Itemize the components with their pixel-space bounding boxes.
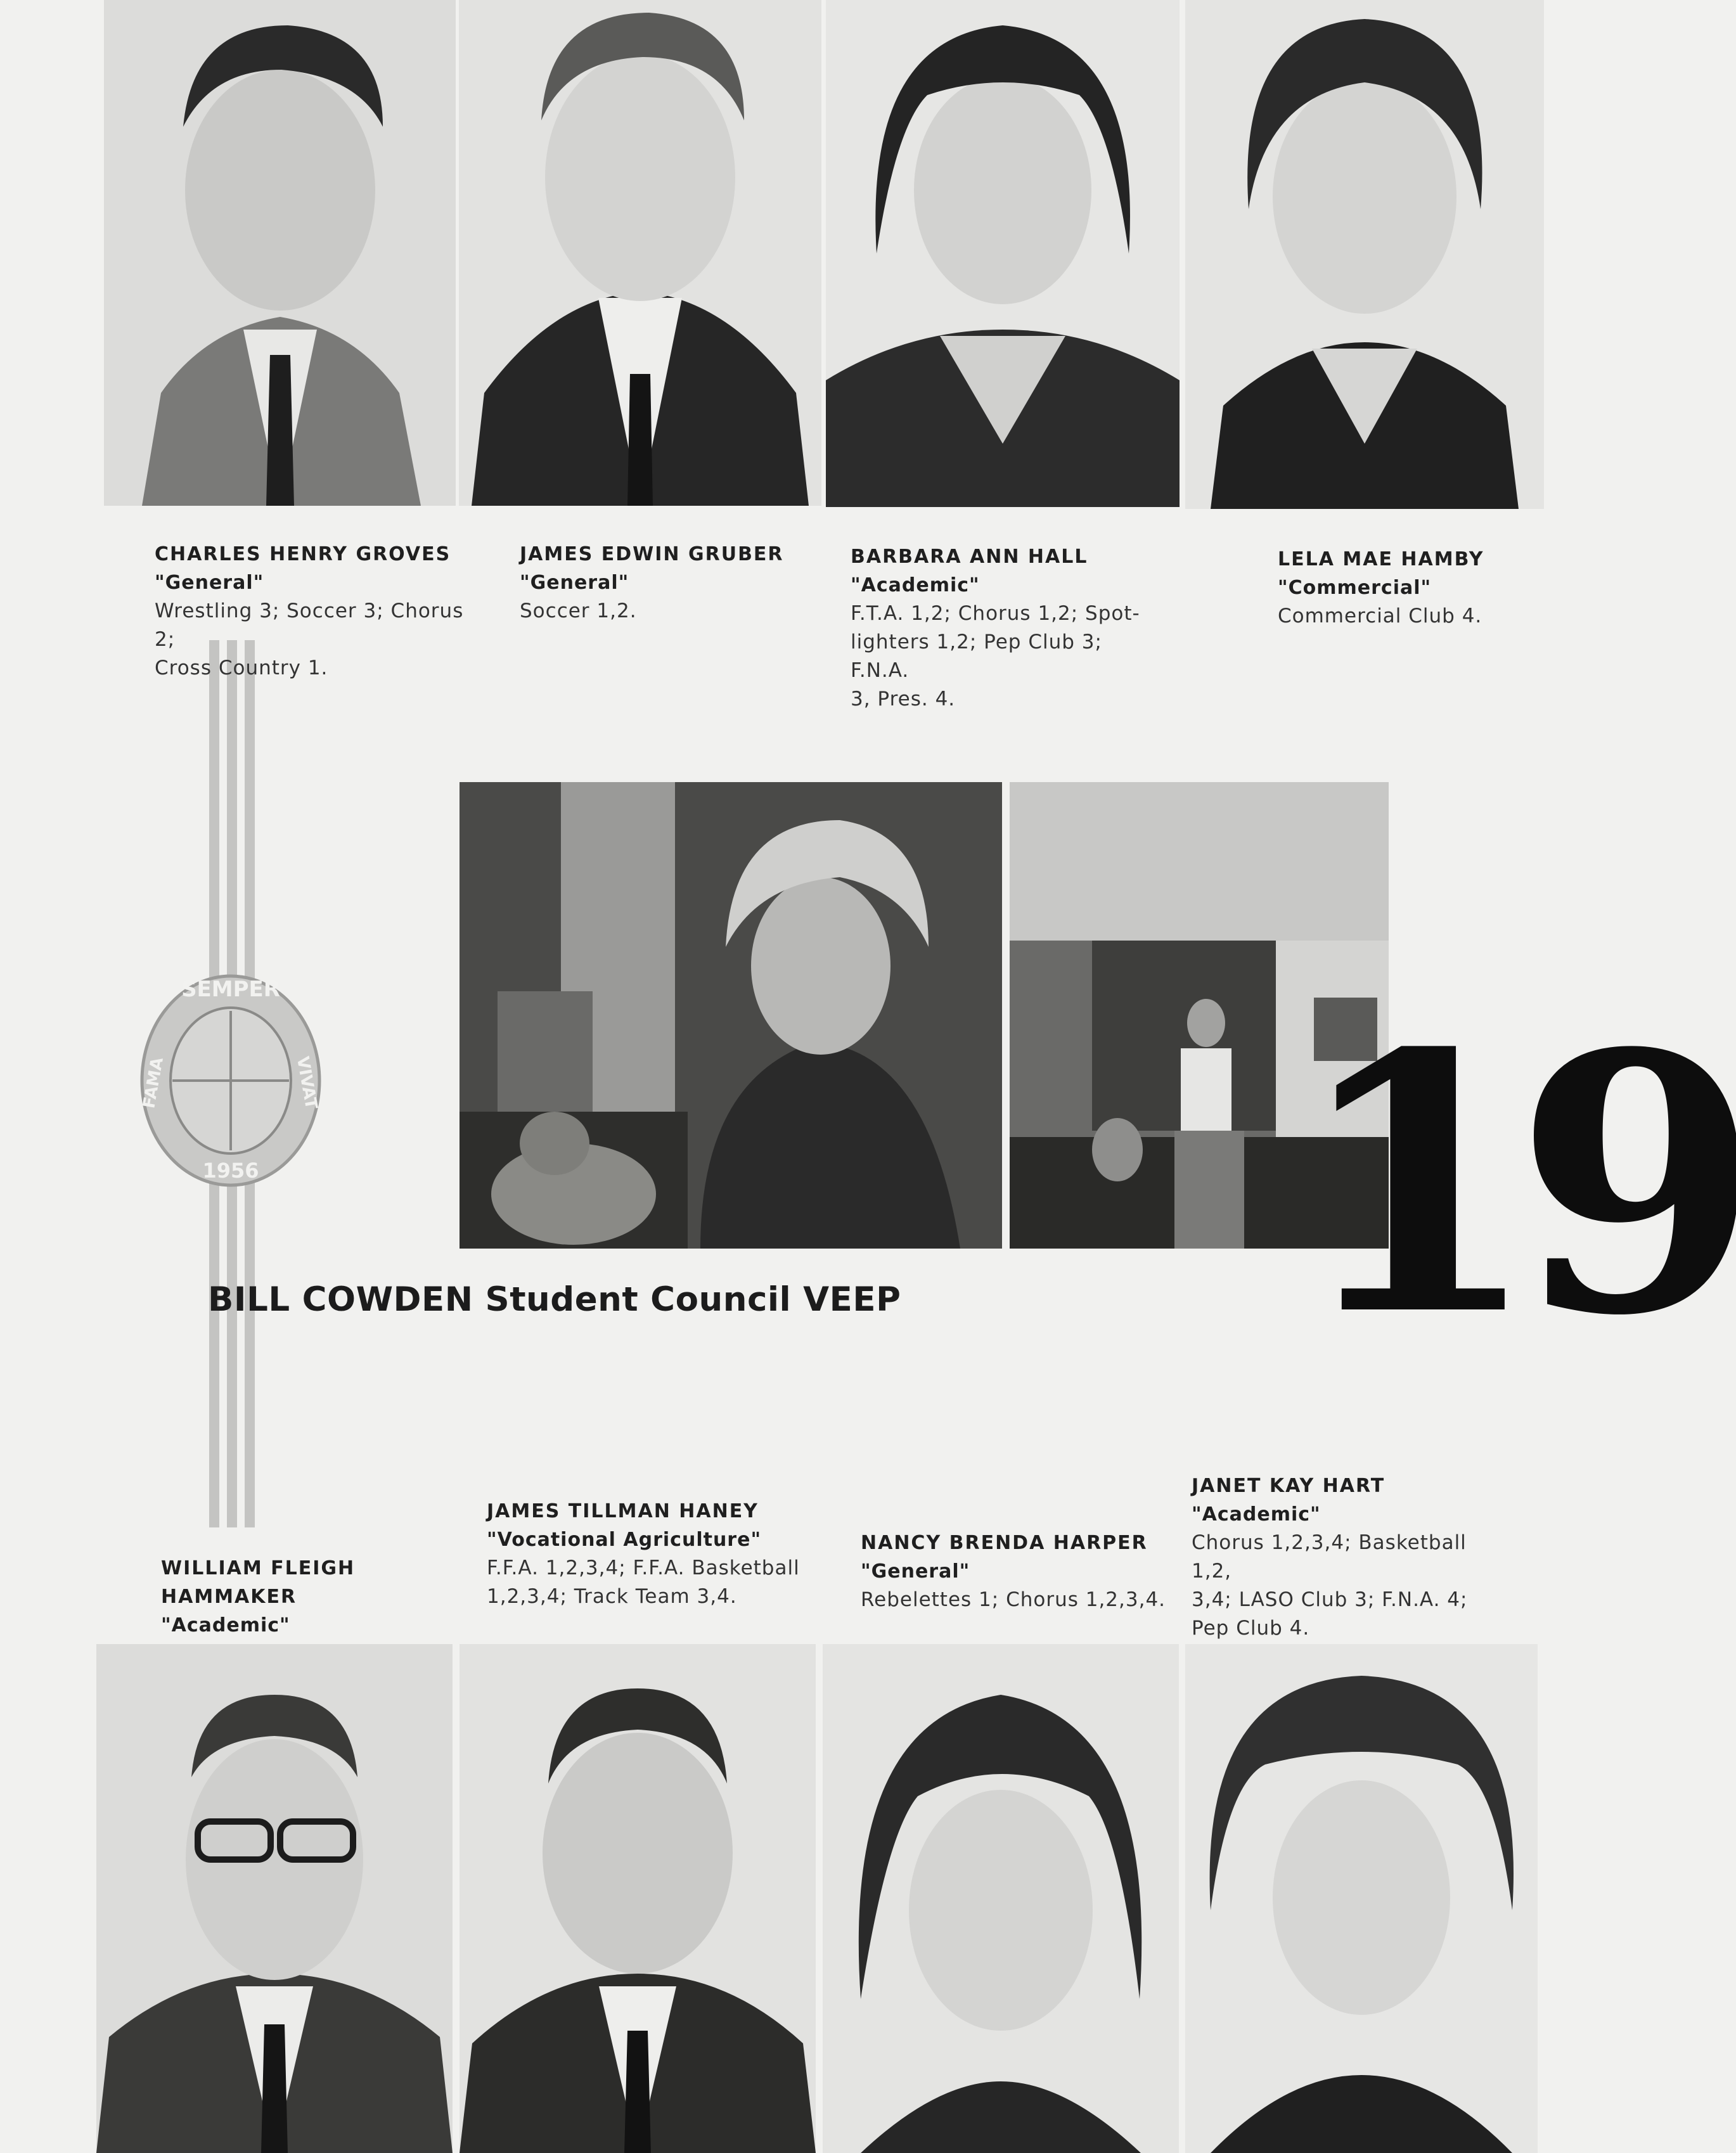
student-activities: 1,2,3,4; Track Team 3,4. xyxy=(487,1585,737,1608)
student-activities: F.T.A. 1,2; Chorus 1,2; Spot- xyxy=(851,602,1140,625)
student-activities: Wrestling 3; Soccer 3; Chorus 2; xyxy=(155,600,464,651)
student-curriculum: "General" xyxy=(155,572,264,594)
student-curriculum: "Academic" xyxy=(161,1614,290,1636)
student-curriculum: "Commercial" xyxy=(1278,577,1432,599)
student-activities: Cross Country 1. xyxy=(155,657,328,679)
seal-motto-top: SEMPER xyxy=(181,977,280,1002)
student-curriculum: "Vocational Agriculture" xyxy=(487,1529,762,1551)
student-curriculum: "Academic" xyxy=(851,574,980,596)
seal-motto-right: VIVAT xyxy=(292,1055,321,1111)
student-activities: F.F.A. 1,2,3,4; F.F.A. Basketball xyxy=(487,1557,800,1579)
seal-year: 1956 xyxy=(202,1159,259,1183)
student-activities: Soccer 1,2. xyxy=(520,600,637,622)
student-activities: Rebelettes 1; Chorus 1,2,3,4. xyxy=(861,1588,1166,1611)
student-activities: lighters 1,2; Pep Club 3; F.N.A. xyxy=(851,631,1102,682)
student-name: NANCY BRENDA HARPER xyxy=(861,1532,1148,1554)
portrait-james-gruber xyxy=(459,0,821,506)
student-name: WILLIAM FLEIGH HAMMAKER xyxy=(161,1557,356,1608)
student-curriculum: "General" xyxy=(520,572,629,594)
student-caption-james-gruber xyxy=(520,540,799,626)
student-caption-nancy-harper xyxy=(861,1529,1190,1614)
student-activities: Commercial Club 4. xyxy=(1278,605,1482,627)
school-seal xyxy=(136,970,326,1192)
student-activities: Pep Club 4. xyxy=(1192,1617,1310,1640)
portrait-lela-hamby xyxy=(1185,0,1544,509)
candid-photo-girl-with-cat xyxy=(460,782,1002,1249)
student-name: BARBARA ANN HALL xyxy=(851,546,1088,568)
portrait-charles-groves xyxy=(104,0,456,506)
portrait-janet-hart xyxy=(1185,1644,1538,2153)
year-numeral: 19 xyxy=(1293,977,1736,1394)
student-caption-barbara-hall xyxy=(851,543,1167,714)
student-caption-william-hammaker xyxy=(161,1554,465,1640)
student-caption-james-haney xyxy=(487,1497,816,1611)
student-name: JAMES TILLMAN HANEY xyxy=(487,1500,759,1522)
student-curriculum: "General" xyxy=(861,1560,970,1583)
portrait-nancy-harper xyxy=(823,1644,1179,2153)
student-name: LELA MAE HAMBY xyxy=(1278,548,1484,570)
seal-motto-left: FAMA xyxy=(139,1056,167,1110)
student-name: JAMES EDWIN GRUBER xyxy=(520,543,784,565)
student-activities: 3, Pres. 4. xyxy=(851,688,956,710)
student-activities: 3,4; LASO Club 3; F.N.A. 4; xyxy=(1192,1588,1468,1611)
portrait-william-hammaker xyxy=(96,1644,453,2153)
student-activities: Chorus 1,2,3,4; Basketball 1,2, xyxy=(1192,1531,1467,1583)
student-caption-lela-hamby xyxy=(1278,545,1557,631)
portrait-barbara-hall xyxy=(826,0,1180,507)
student-name: JANET KAY HART xyxy=(1192,1475,1386,1497)
student-caption-janet-hart xyxy=(1192,1472,1508,1643)
student-caption-charles-groves xyxy=(155,540,472,683)
student-name: CHARLES HENRY GROVES xyxy=(155,543,451,565)
page-headline: BILL COWDEN Student Council VEEP xyxy=(208,1280,901,1319)
portrait-james-haney xyxy=(460,1644,816,2153)
student-curriculum: "Academic" xyxy=(1192,1503,1321,1526)
